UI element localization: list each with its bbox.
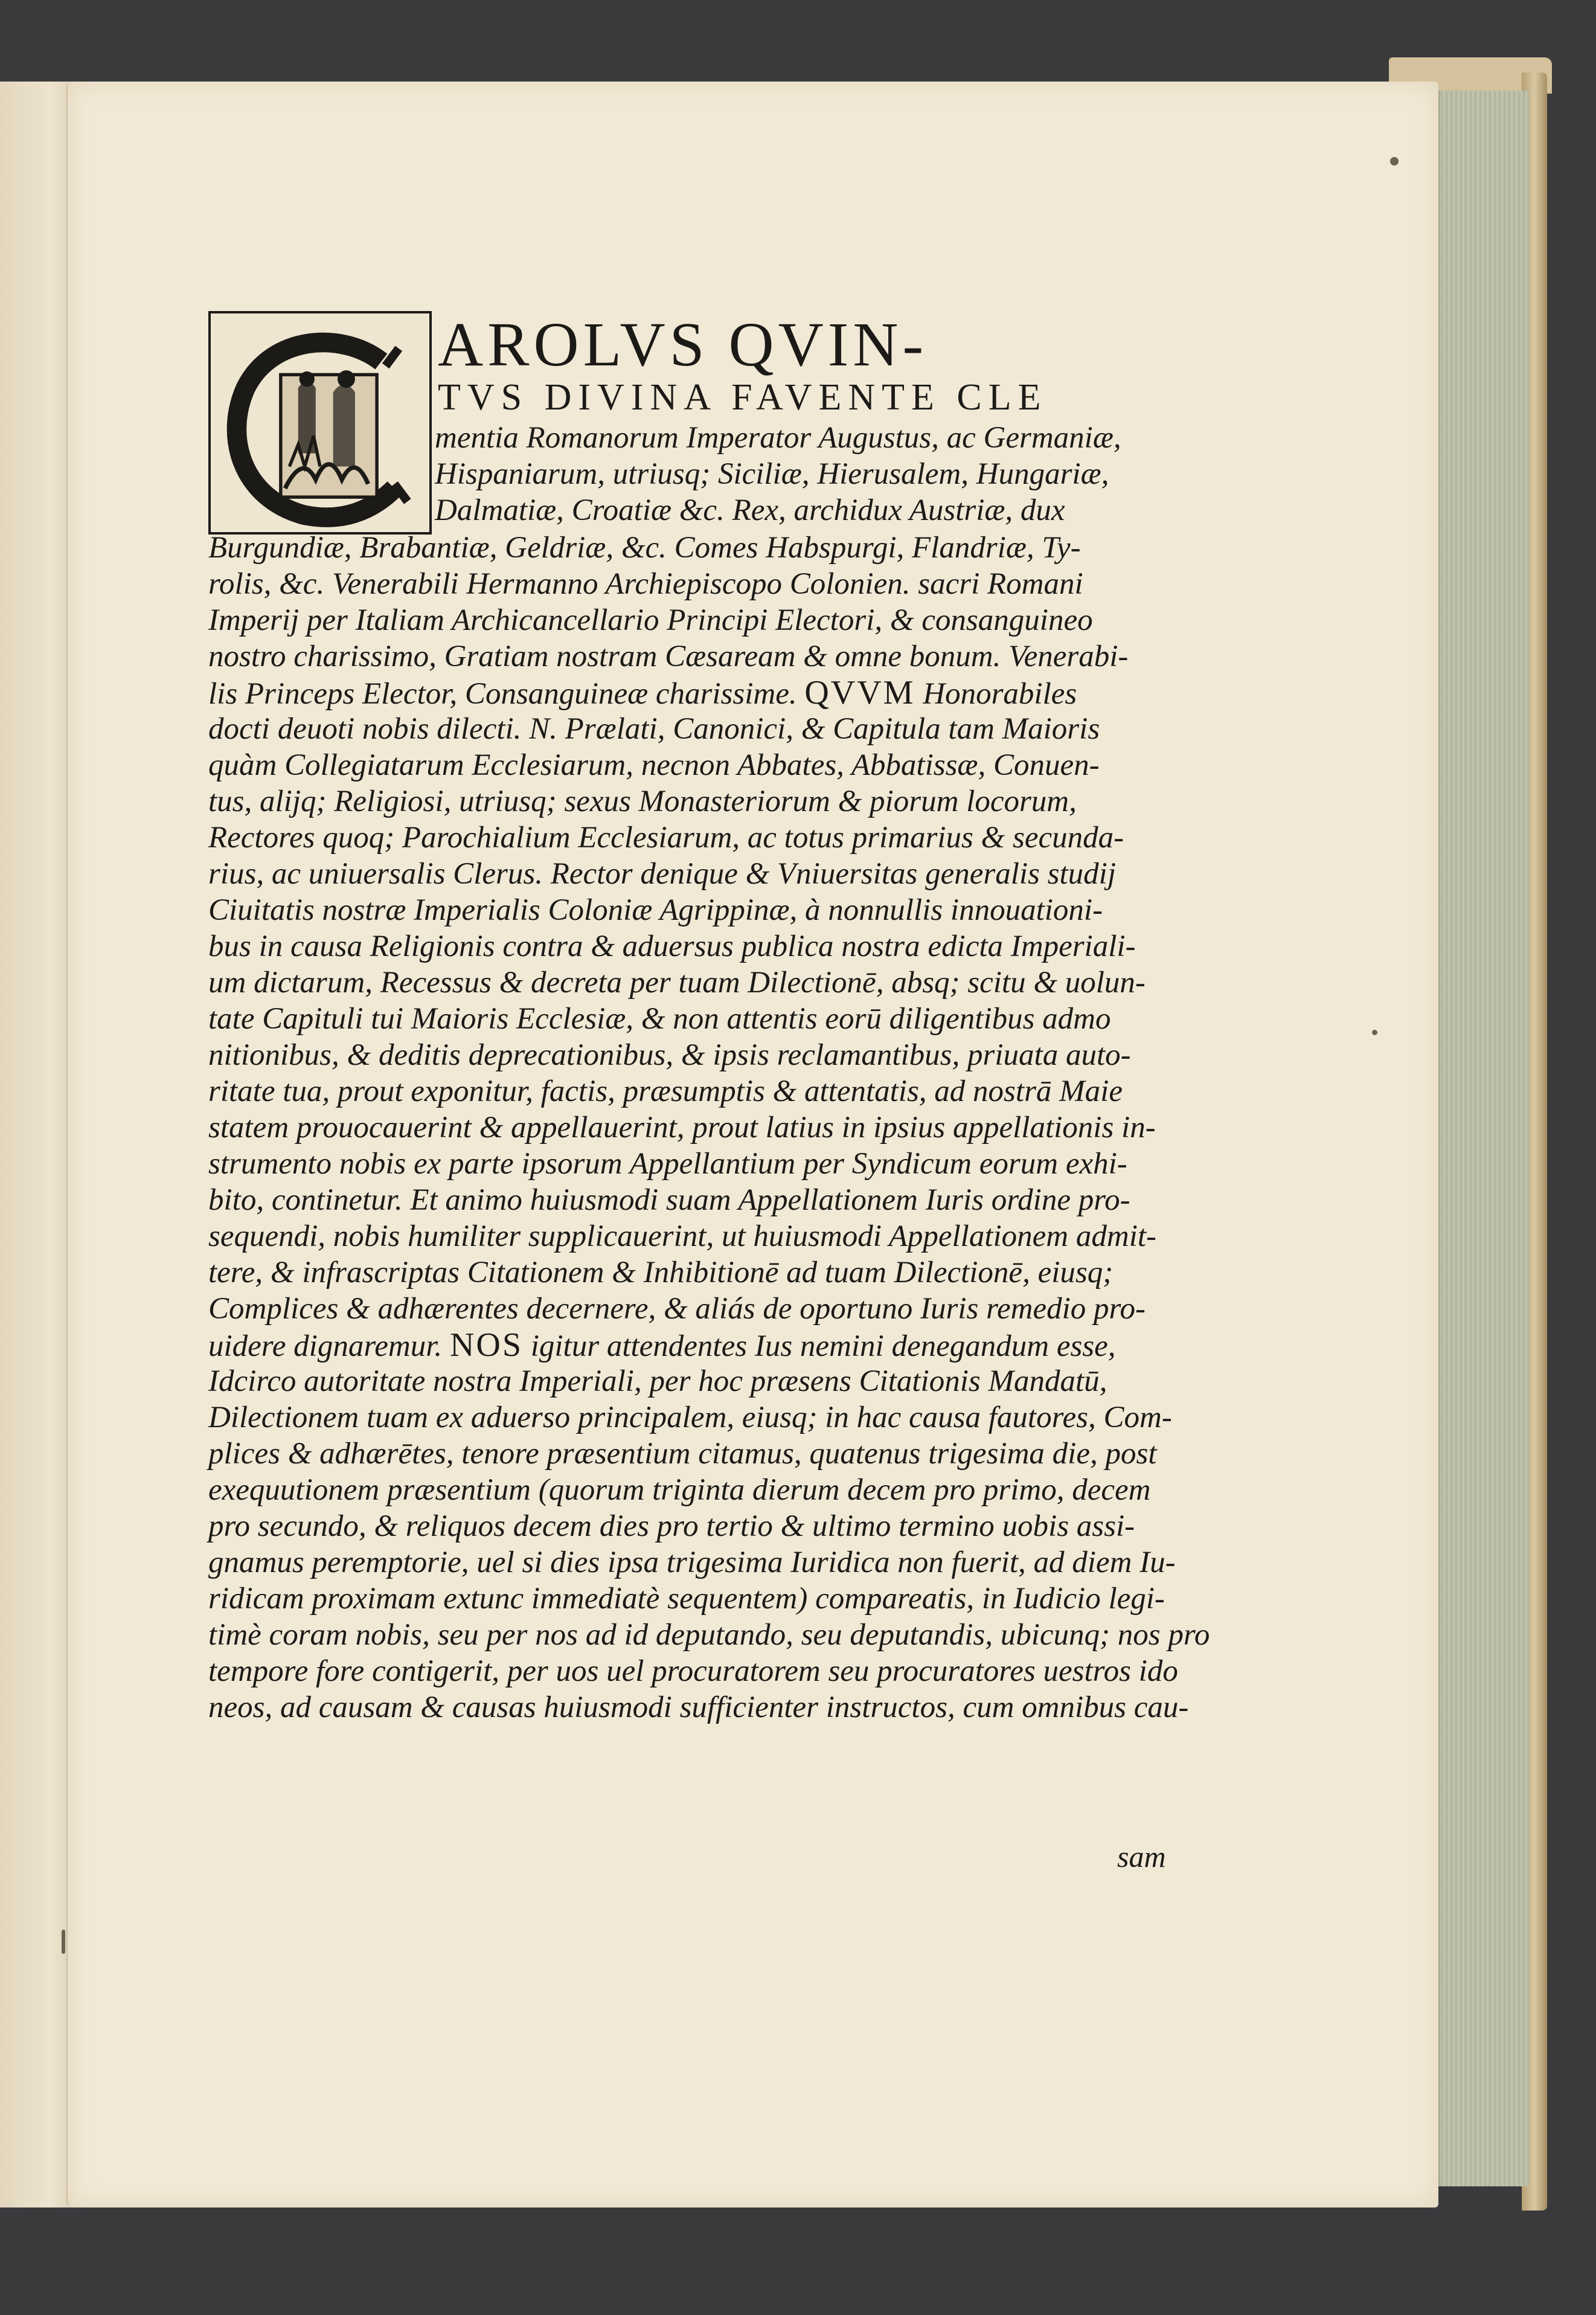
text-segment: Ciuitatis nostræ Imperialis Coloniæ Agrippinæ, à nonnullis innouationi-: [208, 893, 1103, 927]
text-line-20: [208, 1109, 1156, 1146]
text-segment: timè coram nobis, seu per nos ad id deputando, seu deputandis, ubicunq; nos pro: [208, 1618, 1210, 1652]
ink-spot: [1372, 1030, 1377, 1035]
ink-mark: [62, 1930, 65, 1954]
text-line-29: [208, 1436, 1157, 1472]
text-line-6: [208, 602, 1093, 638]
title-line-2: TVS DIVINA FAVENTE CLE: [438, 377, 1048, 418]
text-line-31: [208, 1508, 1135, 1544]
text-line-34: [208, 1617, 1210, 1653]
text-segment: Dalmatiæ, Croatiæ &c. Rex, archidux Austriæ, dux: [435, 493, 1065, 527]
text-segment: tate Capituli tui Maioris Ecclesiæ, & non attentis eorū diligentibus admo: [208, 1002, 1111, 1036]
text-line-22: [208, 1182, 1130, 1218]
text-line-33: [208, 1581, 1165, 1617]
text-segment: Imperij per Italiam Archicancellario Principi Electori, & consanguineo: [208, 603, 1093, 637]
catchword: sam: [1117, 1840, 1166, 1874]
text-segment: Hispaniarum, utriusq; Siciliæ, Hierusalem, Hungariæ,: [435, 457, 1109, 491]
text-capitals: NOS: [449, 1326, 523, 1364]
text-segment: tus, alijq; Religiosi, utriusq; sexus Monasteriorum & piorum locorum,: [208, 785, 1077, 818]
text-line-17: [208, 1001, 1111, 1037]
text-line-21: [208, 1146, 1127, 1182]
text-segment: nitionibus, & deditis deprecationibus, & ipsis reclamantibus, priuata auto-: [208, 1038, 1131, 1072]
text-segment: lis Princeps Elector, Consanguineæ charissime.: [208, 677, 805, 711]
text-line-9: [208, 711, 1100, 747]
text-line-27: [208, 1363, 1107, 1399]
text-segment: bito, continetur. Et animo huiusmodi suam Appellationem Iuris ordine pro-: [208, 1183, 1130, 1217]
text-segment: pro secundo, & reliquos decem dies pro tertio & ultimo termino uobis assi-: [208, 1509, 1135, 1543]
text-line-12: [208, 820, 1124, 856]
text-line-8: [208, 675, 1077, 712]
text-segment: strumento nobis ex parte ipsorum Appellantium per Syndicum eorum exhi-: [208, 1147, 1127, 1181]
text-line-11: [208, 783, 1077, 820]
text-line-16: [208, 965, 1146, 1001]
text-line-18: [208, 1037, 1131, 1073]
text-line-3: [435, 492, 1065, 528]
text-segment: bus in causa Religionis contra & aduersus publica nostra edicta Imperiali-: [208, 930, 1136, 963]
text-line-10: [208, 747, 1100, 783]
text-segment: Dilectionem tuam ex aduerso principalem, eiusq; in hac causa fautores, Com-: [208, 1401, 1172, 1434]
text-line-36: [208, 1689, 1188, 1726]
text-segment: mentia Romanorum Imperator Augustus, ac Germaniæ,: [435, 421, 1121, 455]
text-line-5: [208, 566, 1083, 602]
text-segment: Burgundiæ, Brabantiæ, Geldriæ, &c. Comes Habspurgi, Flandriæ, Ty-: [208, 531, 1081, 565]
text-line-4: [208, 530, 1081, 566]
text-capitals: QVVM: [804, 674, 915, 711]
text-segment: tere, & infrascriptas Citationem & Inhibitionē ad tuam Dilectionē, eiusq;: [208, 1256, 1114, 1289]
text-segment: uidere dignaremur.: [208, 1329, 450, 1363]
text-line-19: [208, 1073, 1123, 1109]
text-line-28: [208, 1399, 1172, 1436]
text-segment: rius, ac uniuersalis Clerus. Rector denique & Vniuersitas generalis studij: [208, 857, 1117, 891]
text-segment: Complices & adhærentes decernere, & aliás de oportuno Iuris remedio pro-: [208, 1292, 1146, 1326]
ink-spot: [1390, 157, 1399, 165]
text-segment: Idcirco autoritate nostra Imperiali, per hoc præsens Citationis Mandatū,: [208, 1364, 1107, 1398]
text-segment: ritate tua, prout exponitur, factis, præsumptis & attentatis, ad nostrā Maie: [208, 1074, 1123, 1108]
text-segment: gnamus peremptorie, uel si dies ipsa trigesima Iuridica non fuerit, ad diem Iu-: [208, 1546, 1176, 1579]
text-line-25: [208, 1291, 1146, 1327]
text-line-15: [208, 928, 1136, 965]
text-segment: ridicam proximam extunc immediatè sequentem) compareatis, in Iudicio legi-: [208, 1582, 1165, 1616]
page-stack-edge: [1438, 91, 1529, 2186]
text-segment: igitur attendentes Ius nemini denegandum esse,: [522, 1329, 1116, 1363]
text-segment: um dictarum, Recessus & decreta per tuam Dilectionē, absq; scitu & uolun-: [208, 966, 1146, 1000]
text-segment: exequutionem præsentium (quorum triginta dierum decem pro primo, decem: [208, 1473, 1151, 1507]
text-line-2: [435, 456, 1109, 492]
text-line-14: [208, 892, 1103, 928]
text-segment: sequendi, nobis humiliter supplicauerint, ut huiusmodi Appellationem admit-: [208, 1219, 1157, 1253]
text-segment: Rectores quoq; Parochialium Ecclesiarum, ac totus primarius & secunda-: [208, 821, 1124, 855]
text-segment: tempore fore contigerit, per uos uel procuratorem seu procuratores uestros ido: [208, 1654, 1178, 1688]
text-line-26: [208, 1327, 1116, 1364]
text-line-30: [208, 1472, 1150, 1508]
woodcut-illustration-icon: [211, 313, 429, 532]
text-line-32: [208, 1544, 1176, 1581]
text-segment: nostro charissimo, Gratiam nostram Cæsaream & omne bonum. Venerabi-: [208, 640, 1129, 673]
text-segment: docti deuoti nobis dilecti. N. Prælati, Canonici, & Capitula tam Maioris: [208, 712, 1100, 746]
text-line-24: [208, 1254, 1113, 1291]
text-segment: Honorabiles: [915, 677, 1077, 711]
title-line-1: AROLVS QVIN-: [438, 310, 928, 379]
text-segment: rolis, &c. Venerabili Hermanno Archiepiscopo Colonien. sacri Romani: [208, 567, 1083, 601]
text-segment: neos, ad causam & causas huiusmodi sufficienter instructos, cum omnibus cau-: [208, 1690, 1189, 1724]
text-segment: statem prouocauerint & appellauerint, prout latius in ipsius appellationis in-: [208, 1111, 1156, 1145]
text-segment: plices & adhærētes, tenore præsentium citamus, quatenus trigesima die, post: [208, 1437, 1157, 1471]
text-line-13: [208, 856, 1116, 892]
decorated-initial-c: [208, 311, 432, 535]
text-segment: quàm Collegiatarum Ecclesiarum, necnon Abbates, Abbatissæ, Conuen-: [208, 748, 1100, 782]
text-line-35: [208, 1653, 1178, 1689]
text-line-1: [435, 420, 1121, 456]
text-line-23: [208, 1218, 1156, 1254]
text-line-7: [208, 638, 1128, 675]
